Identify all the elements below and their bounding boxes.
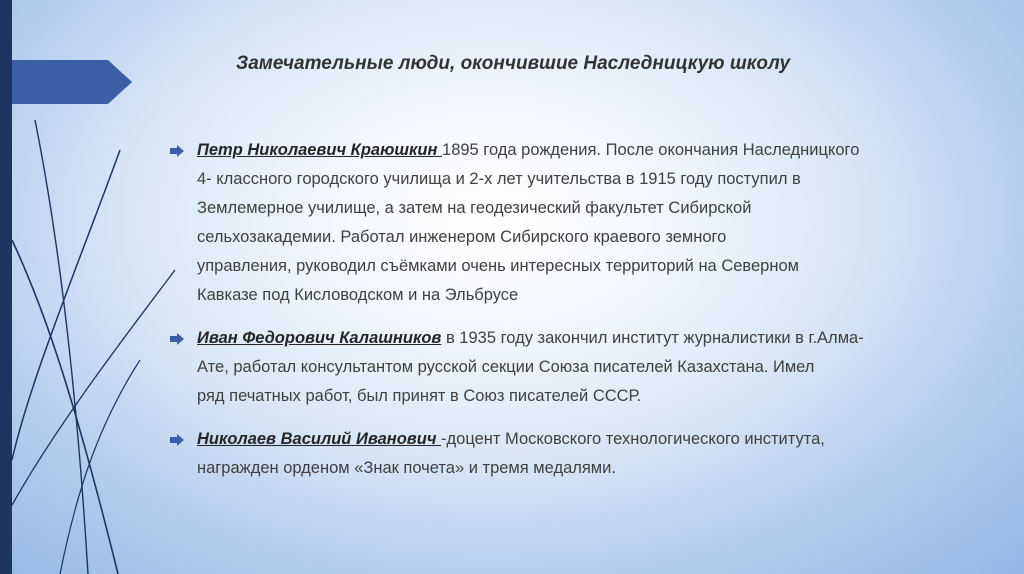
list-item (170, 324, 970, 411)
slide-title: Замечательные люди, окончившие Наследницкую школу (236, 53, 791, 74)
left-accent-bar (0, 0, 12, 574)
arrow-bullet-icon (170, 333, 184, 345)
person-description: -доцент Московского технологического института, награжден орденом «Знак почета» и тремя медалями. (197, 430, 825, 477)
bullet-list (170, 136, 970, 497)
arrow-bullet-icon (170, 145, 184, 157)
person-name: Николаев Василий Иванович (197, 430, 442, 448)
person-name: Петр Николаевич Краюшкин (197, 141, 443, 159)
list-item (170, 425, 970, 483)
person-description: в 1935 году закончил институт журналистики в г.Алма- Ате, работал консультантом русской секции Союза писателей Казахстана. Имел ряд печатных работ, был принят в Союз писателей СССР. (197, 329, 864, 405)
person-name: Иван Федорович Калашников (197, 329, 442, 347)
list-item (170, 136, 970, 310)
header-arrow-shape (12, 60, 132, 104)
arrow-bullet-icon (170, 434, 184, 446)
person-description: 1895 года рождения. После окончания Наследницкого 4- классного городского училища и 2-х лет учительства в 1915 году поступил в Землемерное училище, а затем на геодезический факультет Сибирской сельхозакадемии. Работал инженером Сибирского краевого земного управления, руководил съёмками очень интересных территорий на Северном Кавказе под Кисловодском и на Эльбрусе (197, 141, 860, 304)
